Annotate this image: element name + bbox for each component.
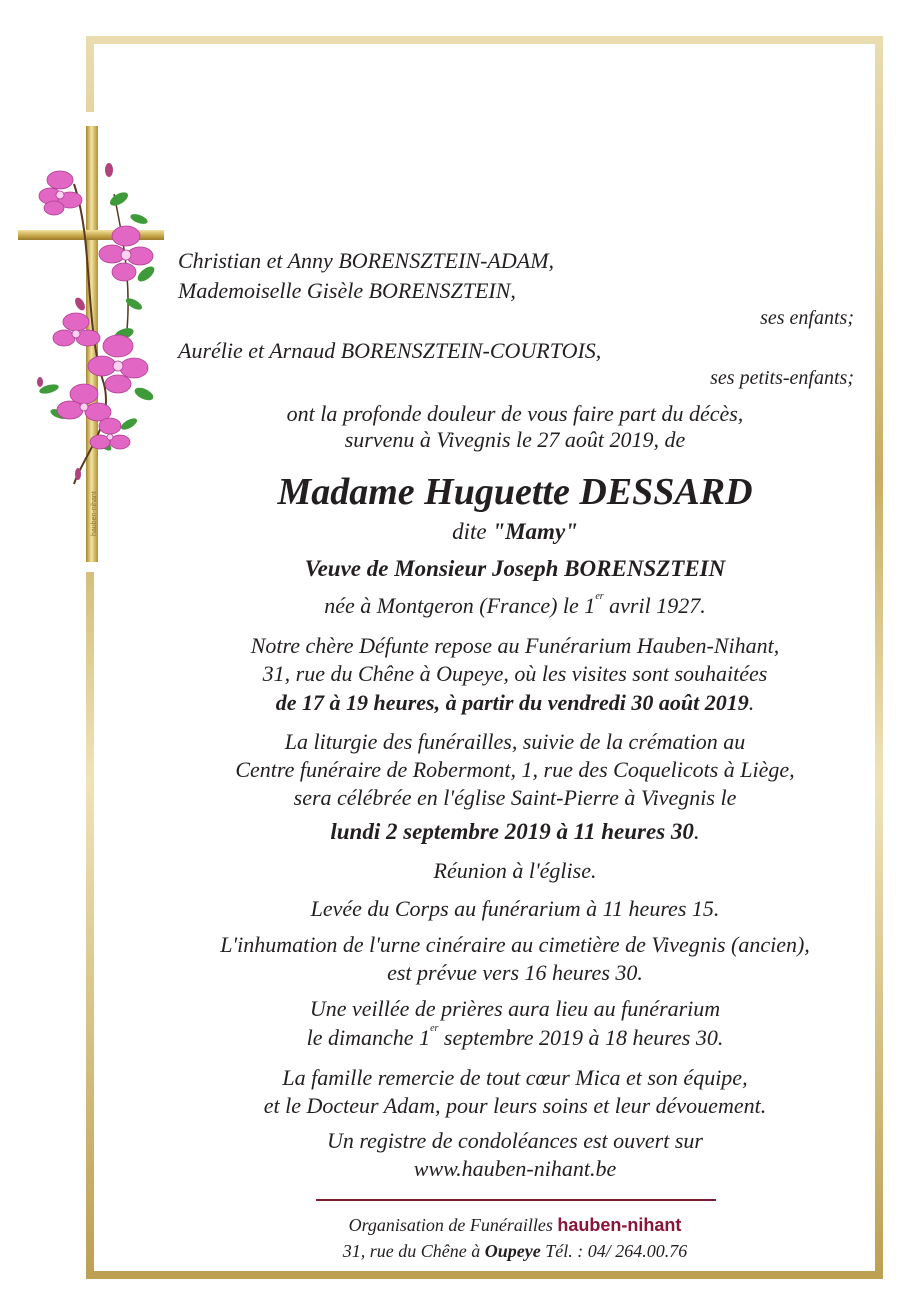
burial-line-1: L'inhumation de l'urne cinéraire au cimetière de Vivegnis (ancien), [220, 932, 810, 957]
intro-line-2: survenu à Vivegnis le 27 août 2019, de [344, 427, 686, 452]
brand-logo: hauben-nihant [557, 1215, 682, 1235]
levee-line: Levée du Corps au funérarium à 11 heures 15. [310, 896, 720, 921]
ceremony-line-1: La liturgie des funérailles, suivie de la crémation au [284, 729, 746, 754]
vigil-suffix: septembre 2019 à 18 heures 30. [438, 1025, 724, 1050]
birth-sup: er [595, 591, 604, 602]
flower-5 [57, 384, 111, 421]
ceremony-line-2: Centre funéraire de Robermont, 1, rue des Coquelicots à Liège, [235, 757, 795, 782]
deceased-nickname-line [150, 520, 880, 543]
spouse-line: Veuve de Monsieur Joseph BORENSZTEIN [304, 556, 726, 581]
footer-org-line [150, 1216, 880, 1234]
thanks-line-2: et le Docteur Adam, pour leurs soins et leur dévouement. [263, 1093, 767, 1118]
footer-org-label: Organisation de Funérailles [348, 1215, 553, 1235]
vigil-prefix: le dimanche 1 [306, 1025, 431, 1050]
ceremony-date: lundi 2 septembre 2019 à 11 heures 30 [330, 819, 694, 844]
meeting-line: Réunion à l'église. [433, 858, 597, 883]
family-line-2: Mademoiselle Gisèle BORENSZTEIN, [178, 278, 516, 303]
birth-suffix: avril 1927. [603, 593, 706, 618]
footer-separator [316, 1199, 716, 1201]
ceremony-date-line [150, 820, 880, 843]
birth-line [150, 591, 880, 618]
birth-prefix: née à Montgeron (France) le 1 [324, 593, 596, 618]
vigil-sup: er [430, 1023, 439, 1034]
registry-line-1: Un registre de condoléances est ouvert sur [327, 1128, 703, 1153]
cross-horizontal-bar [18, 230, 164, 240]
vigil-line-1: Une veillée de prières aura lieu au funérarium [309, 996, 721, 1021]
family-line-3: Aurélie et Arnaud BORENSZTEIN-COURTOIS, [178, 338, 602, 363]
nickname: "Mamy" [492, 519, 578, 544]
grandchildren-label: ses petits-enfants; [710, 367, 854, 389]
ceremony-date-end: . [693, 819, 700, 844]
intro-line-1: ont la profonde douleur de vous faire part du décès, [286, 401, 744, 426]
footer-address: 31, rue du Chêne à [342, 1241, 481, 1261]
watermark-text: hauben-nihant [91, 491, 98, 536]
burial-line-2: est prévue vers 16 heures 30. [387, 960, 643, 985]
children-label: ses enfants; [760, 307, 854, 329]
flower-1 [39, 171, 82, 215]
visitation-hours: de 17 à 19 heures, à partir du vendredi 30 août 2019 [275, 690, 749, 715]
footer-address-line [150, 1242, 880, 1260]
nickname-prefix: dite [452, 519, 487, 544]
visitation-hours-end: . [748, 690, 755, 715]
deceased-name: Madame Huguette DESSARD [277, 471, 753, 513]
registry-url[interactable]: www.hauben-nihant.be [413, 1156, 617, 1181]
footer-phone: Tél. : 04/ 264.00.76 [545, 1241, 688, 1261]
family-line-1: Christian et Anny BORENSZTEIN-ADAM, [178, 248, 555, 273]
thanks-line-1: La famille remercie de tout cœur Mica et son équipe, [282, 1065, 748, 1090]
visitation-line-1: Notre chère Défunte repose au Funérarium Hauben-Nihant, [250, 633, 780, 658]
visitation-line-2: 31, rue du Chêne à Oupeye, où les visites sont souhaitées [262, 661, 768, 686]
visitation-hours-line [150, 692, 880, 714]
vigil-line-2 [150, 1023, 880, 1050]
ceremony-line-3: sera célébrée en l'église Saint-Pierre à Vivegnis le [293, 785, 737, 810]
footer-city: Oupeye [484, 1241, 541, 1261]
